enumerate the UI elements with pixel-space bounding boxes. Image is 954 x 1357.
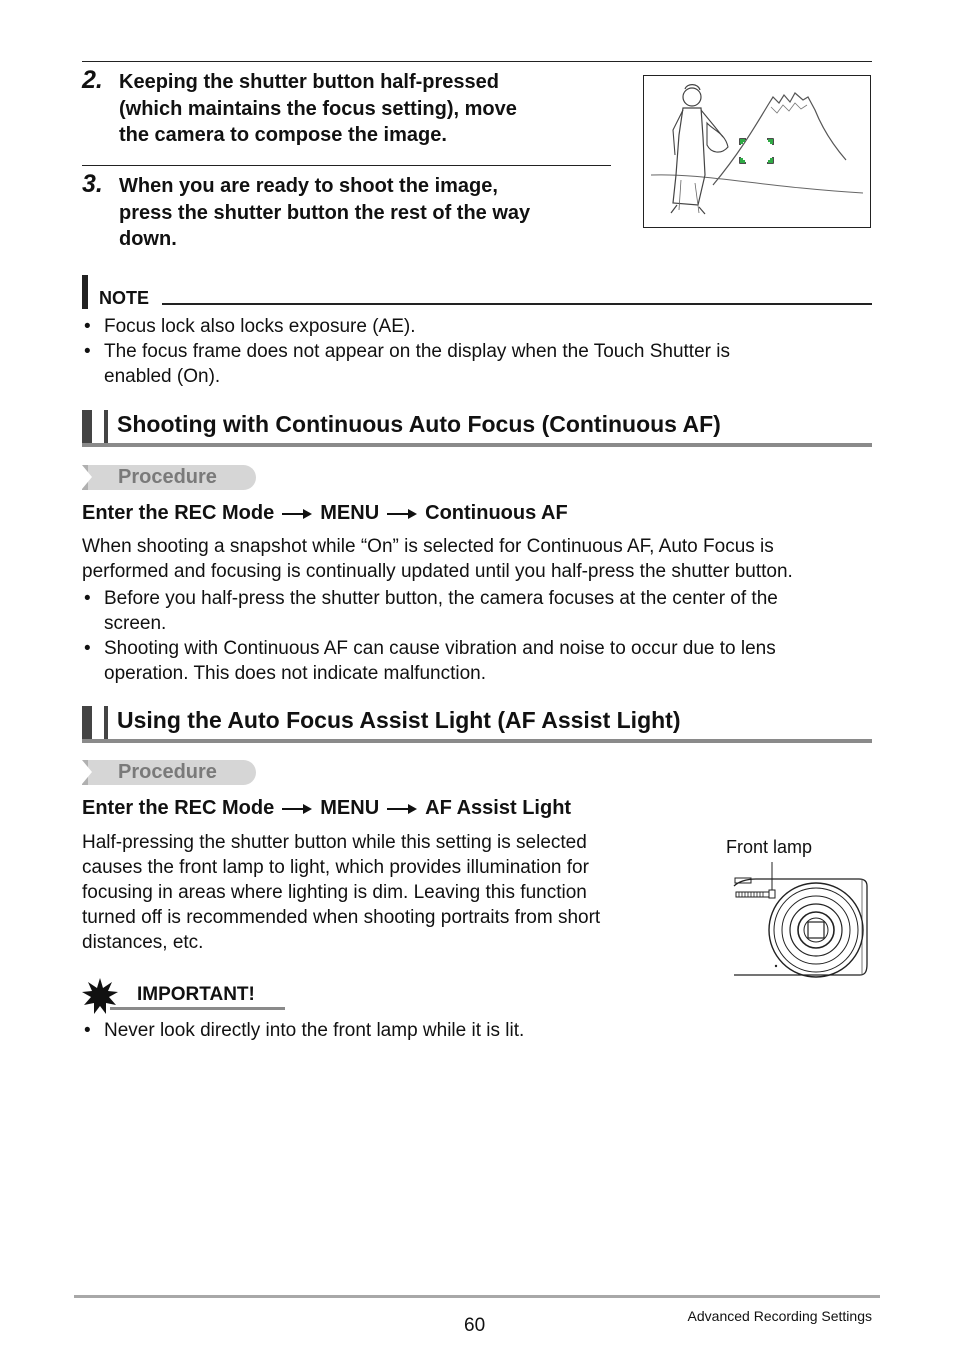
section-1-procedure-tab — [82, 465, 256, 490]
footer-rule — [74, 1295, 880, 1298]
path-step-af-assist-light: AF Assist Light — [425, 797, 572, 819]
section-2-body-line-4: turned off is recommended when shooting portraits from short — [82, 907, 601, 928]
step-3-line-1: When you are ready to shoot the image, — [119, 175, 498, 197]
section-1-menu-path — [82, 502, 568, 525]
section-2-procedure-tab — [82, 760, 256, 785]
step-2-line-2: (which maintains the focus setting), move — [119, 97, 517, 120]
note-bar — [82, 275, 88, 309]
note-bullet-2-text: The focus frame does not appear on the display when the Touch Shutter is — [104, 341, 730, 362]
section-1-title: Shooting with Continuous Auto Focus (Continuous AF) — [117, 411, 721, 437]
section-1-bullet-1-text-cont: screen. — [104, 613, 167, 634]
section-2-menu-path — [82, 797, 571, 820]
right-arrow-icon — [282, 509, 312, 519]
step-2-number: 2. — [82, 66, 103, 94]
procedure-chevron-icon — [82, 465, 92, 489]
right-arrow-icon — [387, 804, 417, 814]
section-1-body-line-2: performed and focusing is continually updated until you half-press the shutter button. — [82, 561, 793, 582]
section-2-title: Using the Auto Focus Assist Light (AF Assist Light) — [117, 707, 681, 733]
section-2-body-line-2: causes the front lamp to light, which provides illumination for — [82, 857, 589, 878]
top-rule — [82, 61, 872, 62]
step-3-line-2: press the shutter button the rest of the way — [119, 201, 531, 224]
note-bullet-2-text-cont: enabled (On). — [104, 366, 221, 387]
bullet-dot: • — [84, 341, 91, 362]
note-bullet-1-text: Focus lock also locks exposure (AE). — [104, 316, 416, 337]
section-1-bullet-2-text: Shooting with Continuous AF can cause vibration and noise to occur due to lens — [104, 638, 776, 659]
important-underline — [110, 1007, 285, 1010]
section-2-body-line-3: focusing in areas where lighting is dim. Leaving this function — [82, 882, 587, 903]
right-arrow-icon — [387, 509, 417, 519]
bullet-dot: • — [84, 1020, 91, 1041]
bullet-dot: • — [84, 638, 91, 659]
compose-illustration — [643, 75, 871, 228]
path-step-rec-mode: Enter the REC Mode — [82, 502, 275, 524]
section-2-body-line-5: distances, etc. — [82, 932, 204, 953]
procedure-label: Procedure — [118, 761, 217, 783]
section-2-bar-thin — [104, 706, 108, 740]
section-1-body-line-1: When shooting a snapshot while “On” is selected for Continuous AF, Auto Focus is — [82, 536, 774, 557]
note-label: NOTE — [99, 288, 150, 308]
step-3-line-3: down. — [119, 228, 177, 250]
step-2-text — [119, 69, 517, 149]
section-1-bar-thin — [104, 410, 108, 444]
path-step-menu: MENU — [320, 502, 380, 524]
section-1-bar — [82, 410, 92, 444]
path-step-continuous-af: Continuous AF — [425, 502, 568, 524]
page-number: 60 — [464, 1315, 486, 1336]
important-label: IMPORTANT! — [137, 984, 255, 1005]
step-3-text — [119, 173, 530, 253]
bullet-dot: • — [84, 316, 91, 337]
section-2-bar — [82, 706, 92, 740]
front-lamp-label: Front lamp — [726, 837, 813, 857]
bullet-dot: • — [84, 588, 91, 609]
footer-section-title: Advanced Recording Settings — [687, 1308, 872, 1324]
section-1-bullet-2-text-cont: operation. This does not indicate malfunction. — [104, 663, 486, 684]
path-step-rec-mode: Enter the REC Mode — [82, 797, 275, 819]
important-bullet-1-text: Never look directly into the front lamp while it is lit. — [104, 1020, 525, 1041]
section-2-underline — [82, 739, 872, 743]
section-1-underline — [82, 443, 872, 447]
right-arrow-icon — [282, 804, 312, 814]
section-2-body-line-1: Half-pressing the shutter button while this setting is selected — [82, 832, 587, 853]
step-2-line-3: the camera to compose the image. — [119, 124, 447, 146]
step-2-line-1: Keeping the shutter button half-pressed — [119, 71, 500, 93]
step-divider — [82, 165, 611, 166]
procedure-chevron-icon — [82, 760, 92, 784]
step-3-number: 3. — [82, 170, 103, 198]
procedure-label: Procedure — [118, 466, 217, 488]
note-rule — [162, 303, 872, 305]
path-step-menu: MENU — [320, 797, 380, 819]
camera-front-illustration — [728, 860, 870, 978]
section-1-bullet-1-text: Before you half-press the shutter button, the camera focuses at the center of the — [104, 588, 778, 609]
